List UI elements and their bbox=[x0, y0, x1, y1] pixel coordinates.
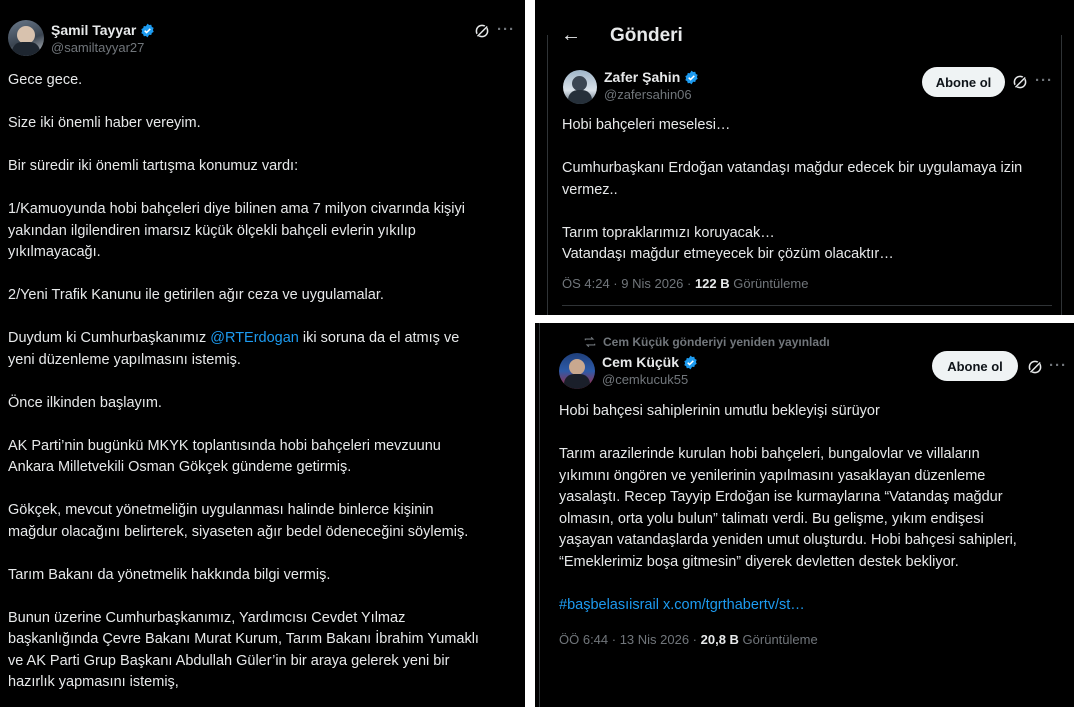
tweet-line bbox=[8, 328, 479, 350]
tweet-meta bbox=[559, 632, 818, 647]
author-name[interactable]: Cem Küçük bbox=[602, 354, 680, 370]
tweet-line: yasalaştı. Recep Tayyip Erdoğan ise kurmaylarına “Vatandaş mağdur bbox=[559, 489, 1003, 505]
author-name[interactable]: Zafer Şahin bbox=[604, 69, 681, 85]
tweet-line: yaşayan vatandaşlarda yeniden umut oluşturdu. Hobi bahçesi sahipleri, bbox=[559, 532, 1017, 548]
tweet-line: mağdur olacağını belirterek, siyaseten ağır bedel ödeneceğini söylemiş. bbox=[8, 523, 469, 540]
tweet-line: 2/Yeni Trafik Kanunu ile getirilen ağır ceza ve uygulamalar. bbox=[8, 287, 384, 303]
timestamp[interactable]: ÖS 4:24 · 9 Nis 2026 · bbox=[562, 276, 695, 291]
tweet-line: 1/Kamuoyunda hobi bahçeleri diye bilinen ama 7 milyon civarında kişiyi bbox=[8, 201, 465, 217]
more-icon[interactable]: ··· bbox=[497, 21, 515, 38]
tweet-text: iki soruna da el atmış ve bbox=[298, 330, 460, 346]
tweet-line: başkanlığında Çevre Bakanı Murat Kurum, Tarım Bakanı İbrahim Yumaklı bbox=[8, 631, 479, 647]
more-icon[interactable]: ··· bbox=[1035, 72, 1053, 89]
tweet-line: Tarım Bakanı da yönetmelik hakkında bilgi vermiş. bbox=[8, 566, 331, 583]
tweet-line: Hobi bahçeleri meselesi… bbox=[562, 117, 731, 133]
author-handle[interactable]: @zafersahin06 bbox=[604, 87, 692, 102]
tweet-line: Hobi bahçesi sahiplerinin umutlu bekleyişi sürüyor bbox=[559, 403, 880, 419]
tweet-line: Size iki önemli haber vereyim. bbox=[8, 115, 201, 131]
follow-button[interactable]: Abone ol bbox=[932, 351, 1018, 381]
mention-link[interactable]: @RTErdogan bbox=[210, 330, 299, 346]
hashtag-link[interactable]: #başbelasıisrail bbox=[559, 596, 659, 613]
verified-badge-icon bbox=[683, 355, 698, 370]
tweet-line: Cumhurbaşkanı Erdoğan vatandaşı mağdur edecek bir uygulamaya izin bbox=[562, 160, 1023, 176]
more-icon[interactable]: ··· bbox=[1049, 357, 1067, 374]
tweet-meta bbox=[562, 276, 808, 291]
tweet-line: Tarım topraklarımızı koruyacak… bbox=[562, 224, 775, 241]
tweet-line: ve AK Parti Grup Başkanı Abdullah Güler’in bir araya gelerek yeni bir bbox=[8, 652, 450, 669]
author-handle[interactable]: @cemkucuk55 bbox=[602, 372, 689, 387]
tweet-line: hazırlık yapmasını istemiş, bbox=[8, 674, 179, 690]
grok-icon[interactable] bbox=[1011, 73, 1029, 91]
grok-icon[interactable] bbox=[473, 22, 491, 40]
tweet-text: Duydum ki Cumhurbaşkanımız bbox=[8, 330, 211, 346]
tweet-line: Tarım arazilerinde kurulan hobi bahçeleri, bungalovlar ve villaların bbox=[559, 446, 980, 462]
views-label: Görüntüleme bbox=[729, 276, 809, 291]
tweet-line: yıkılmayacağı. bbox=[8, 244, 101, 260]
bottom-right-tweet-panel bbox=[535, 323, 1074, 707]
tweet-line: Gece gece. bbox=[8, 72, 83, 88]
tweet-line bbox=[559, 595, 1017, 617]
page-title: Gönderi bbox=[610, 25, 683, 46]
tweet-line: Vatandaşı mağdur etmeyecek bir çözüm olacaktır… bbox=[562, 246, 894, 262]
avatar[interactable] bbox=[8, 20, 44, 56]
tweet-line: Bir süredir iki önemli tartışma konumuz vardı: bbox=[8, 158, 299, 174]
url-link[interactable]: x.com/tgrthabertv/st… bbox=[662, 596, 805, 613]
tweet-line: AK Parti’nin bugünkü MKYK toplantısında hobi bahçeleri mevzuunu bbox=[8, 437, 441, 454]
tweet-body bbox=[562, 115, 1022, 266]
back-arrow-icon[interactable]: ← bbox=[561, 24, 581, 46]
repost-text: Cem Küçük gönderiyi yeniden yayınladı bbox=[603, 335, 830, 349]
repost-icon bbox=[583, 335, 597, 349]
tweet-line: Ankara Milletvekili Osman Gökçek gündeme getirmiş. bbox=[8, 459, 352, 475]
tweet-line: Önce ilkinden başlayım. bbox=[8, 394, 162, 411]
tweet-body bbox=[8, 70, 479, 694]
views-label: Görüntüleme bbox=[738, 632, 818, 647]
avatar[interactable] bbox=[559, 353, 595, 389]
timestamp[interactable]: ÖÖ 6:44 · 13 Nis 2026 · bbox=[559, 632, 701, 647]
verified-badge-icon bbox=[140, 23, 155, 38]
tweet-body bbox=[559, 401, 1017, 616]
tweet-line: olmasın, orta yolu bulun” talimatı verdi. Bu gelişme, yıkım endişesi bbox=[559, 510, 984, 527]
views-count: 20,8 B bbox=[700, 632, 739, 647]
top-right-tweet-panel bbox=[535, 0, 1074, 315]
follow-button[interactable]: Abone ol bbox=[922, 67, 1005, 97]
avatar[interactable] bbox=[563, 70, 597, 104]
left-tweet-panel bbox=[0, 0, 525, 707]
tweet-line: Bunun üzerine Cumhurbaşkanımız, Yardımcısı Cevdet Yılmaz bbox=[8, 609, 406, 626]
author-name[interactable]: Şamil Tayyar bbox=[51, 22, 137, 38]
tweet-line: yeni düzenleme yapılmasını istemiş. bbox=[8, 351, 241, 368]
grok-icon[interactable] bbox=[1026, 358, 1044, 376]
verified-badge-icon bbox=[684, 70, 699, 85]
views-count: 122 B bbox=[694, 276, 730, 291]
tweet-line: vermez.. bbox=[562, 181, 618, 198]
author-handle[interactable]: @samiltayyar27 bbox=[51, 40, 145, 55]
repost-indicator[interactable] bbox=[583, 335, 830, 349]
tweet-line: “Emeklerimiz boşa gitmesin” diyerek devletten destek bekliyor. bbox=[559, 553, 959, 570]
tweet-line: yakından ilgilendiren imarsız küçük ölçekli bahçeli evlerin yıkılıp bbox=[8, 222, 416, 239]
tweet-line: Gökçek, mevcut yönetmeliğin uygulanması halinde binlerce kişinin bbox=[8, 502, 434, 518]
tweet-line: yıkımını öngören ve yenilerinin yapılmasını yasaklayan düzenleme bbox=[559, 467, 986, 484]
